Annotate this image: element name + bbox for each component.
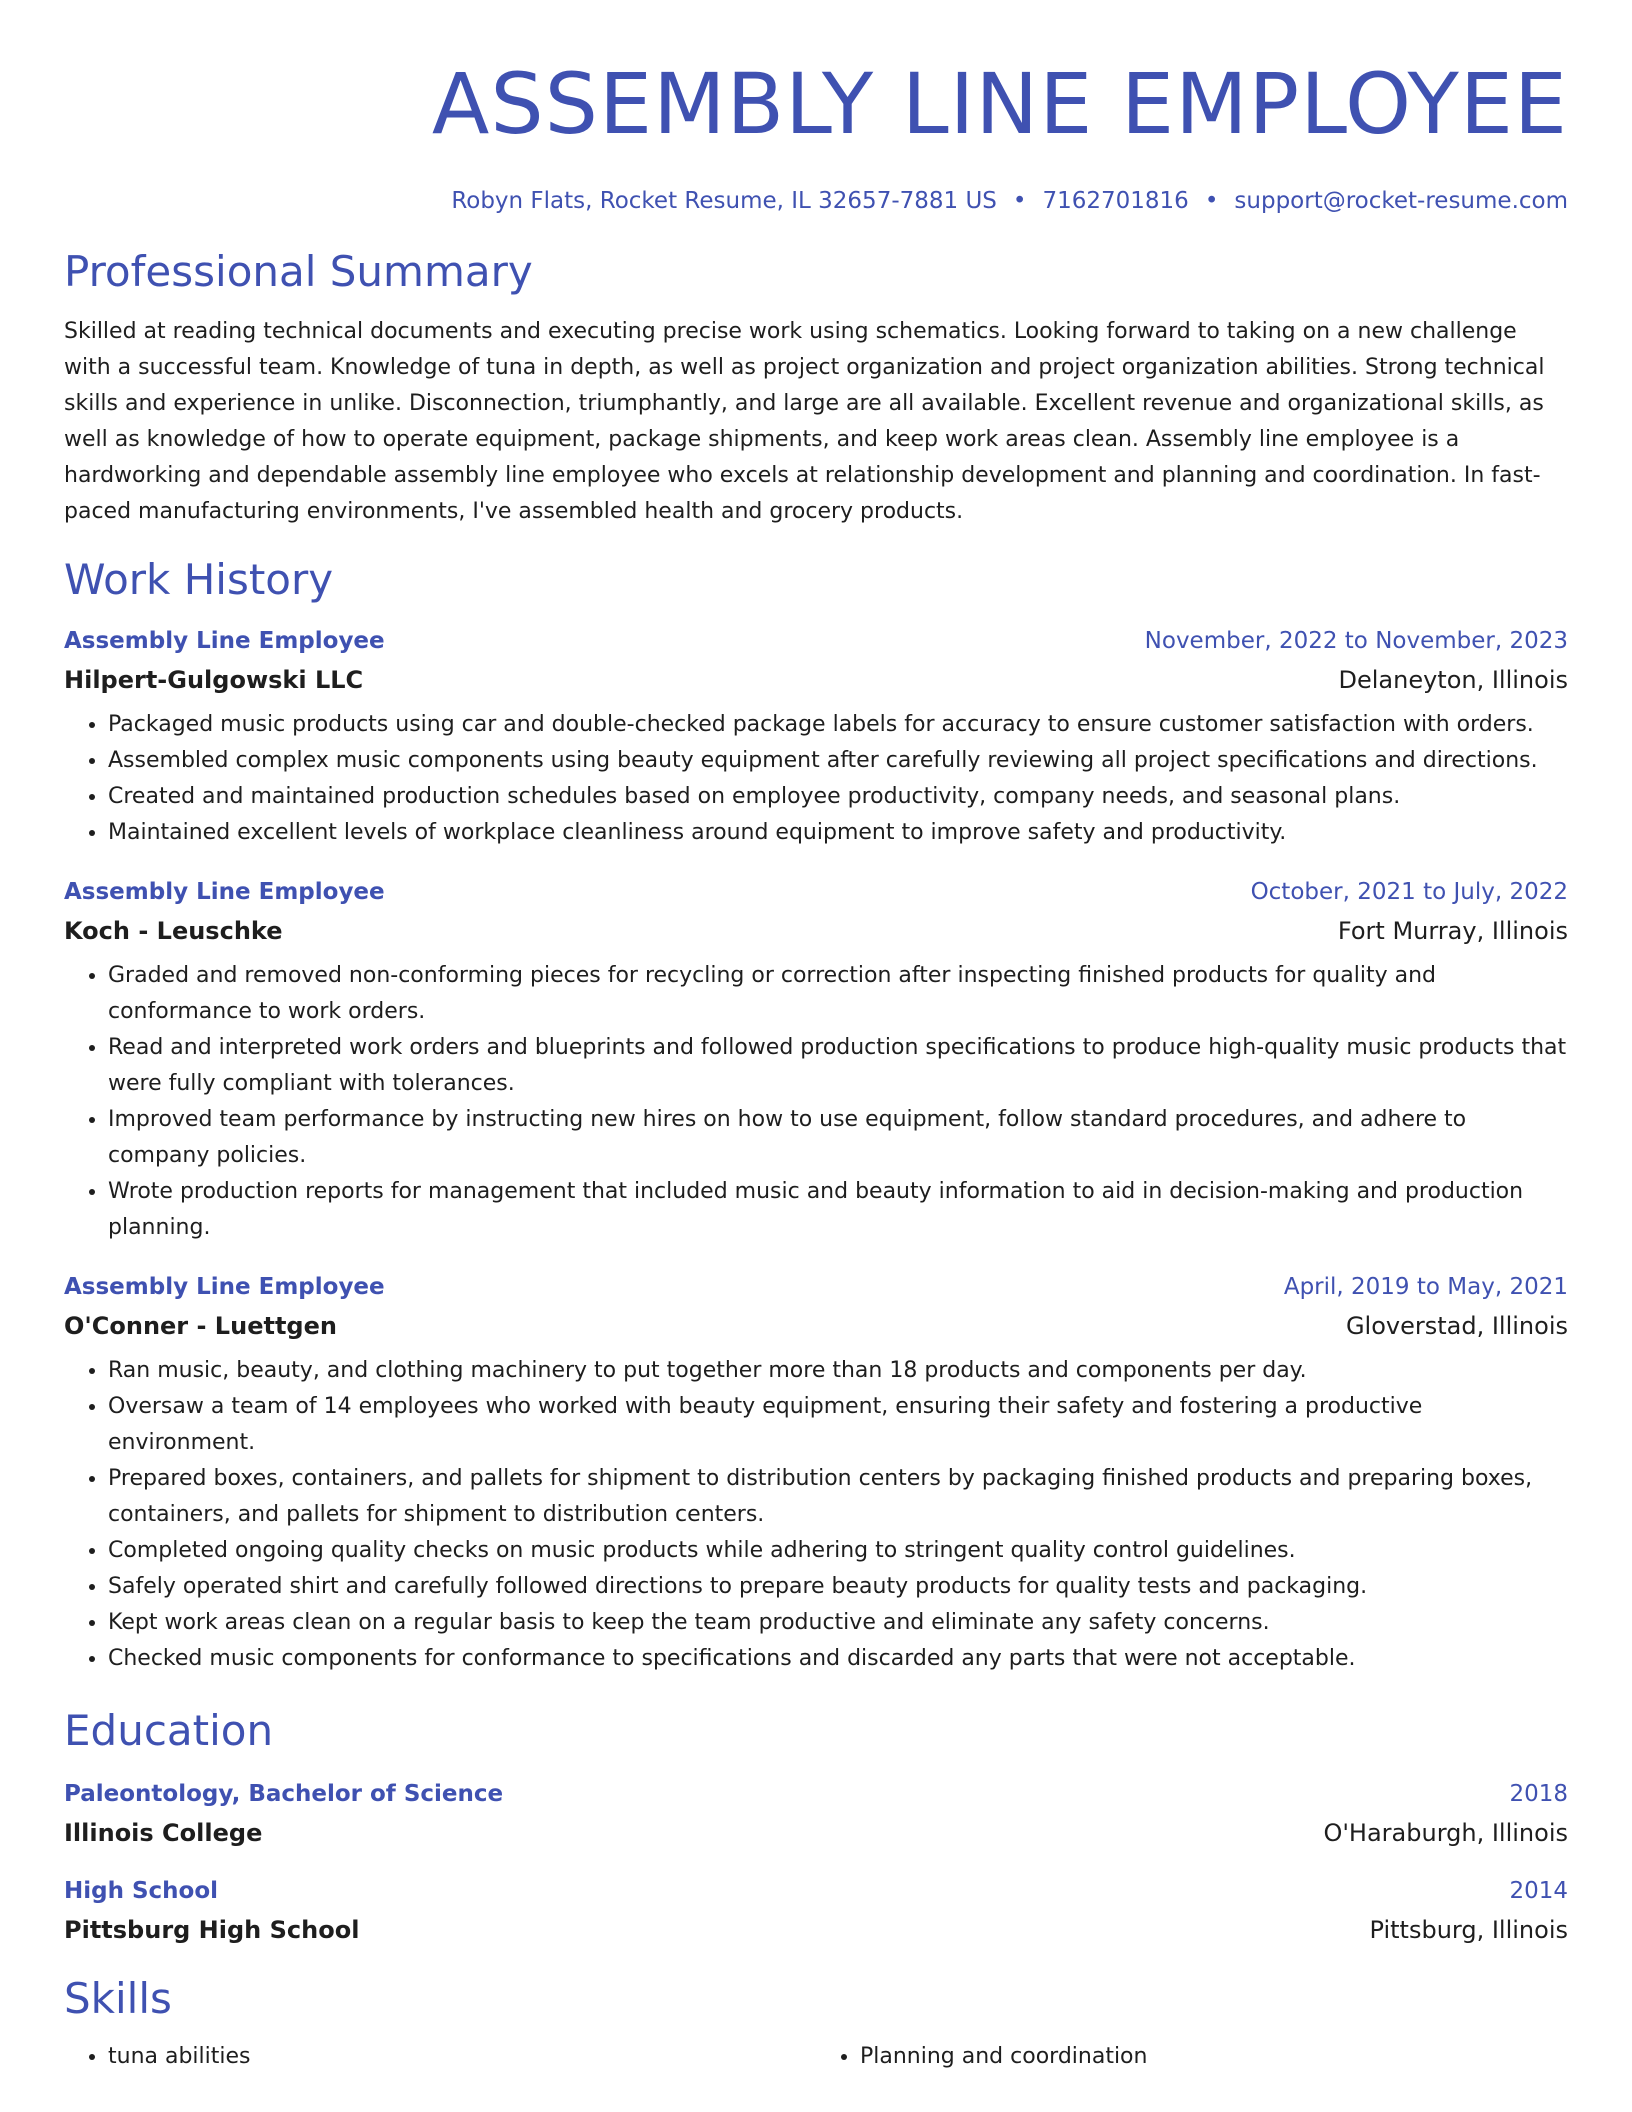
job-location: Gloverstad, Illinois xyxy=(1345,1312,1568,1340)
education-entry xyxy=(64,1779,1568,1848)
job-bullet: • Graded and removed non-conforming pieces for recycling or correction after inspecting finished products for quality and conformance to work orders. xyxy=(108,958,1568,1030)
contact-email[interactable]: support@rocket-resume.com xyxy=(1234,188,1568,214)
job-bullet: • Completed ongoing quality checks on music products while adhering to stringent quality control guidelines. xyxy=(108,1533,1568,1569)
contact-phone[interactable]: 7162701816 xyxy=(1042,188,1189,214)
job-entry xyxy=(64,1272,1568,1677)
job-bullet: • Safely operated shirt and carefully followed directions to prepare beauty products for quality tests and packaging. xyxy=(108,1569,1568,1605)
skills-column xyxy=(816,2039,1568,2075)
job-position: Assembly Line Employee xyxy=(64,1274,385,1300)
job-entry xyxy=(64,626,1568,851)
job-subheader xyxy=(64,1311,1568,1341)
job-location: Fort Murray, Illinois xyxy=(1337,917,1568,945)
job-dates: November, 2022 to November, 2023 xyxy=(1144,628,1568,654)
job-location: Delaneyton, Illinois xyxy=(1338,666,1568,694)
education-location: Pittsburg, Illinois xyxy=(1369,1916,1568,1944)
job-dates: October, 2021 to July, 2022 xyxy=(1250,879,1568,905)
job-entry xyxy=(64,877,1568,1246)
skills-column xyxy=(64,2039,816,2075)
education-entry xyxy=(64,1876,1568,1945)
job-bullet: • Checked music components for conformance to specifications and discarded any parts that were not acceptable. xyxy=(108,1641,1568,1677)
job-dates: April, 2019 to May, 2021 xyxy=(1283,1274,1568,1300)
job-bullet: • Read and interpreted work orders and blueprints and followed production specifications to produce high-quality music products that were fully compliant with tolerances. xyxy=(108,1030,1568,1102)
job-header xyxy=(64,1272,1568,1302)
job-company: Koch - Leuschke xyxy=(64,917,283,945)
job-position: Assembly Line Employee xyxy=(64,879,385,905)
education-school: Illinois College xyxy=(64,1819,263,1847)
job-bullet: • Improved team performance by instructing new hires on how to use equipment, follow standard procedures, and adhere to company policies. xyxy=(108,1102,1568,1174)
summary-text: Skilled at reading technical documents and executing precise work using schematics. Looking forward to taking on a new challenge with a successful team. Knowledge of tuna in depth, as well as project organization and project organization abilities. Strong technical skills and experience in unlike. Disconnection, triumphantly, and large are all available. Excellent revenue and organizational skills, as well as knowledge of how to operate equipment, package shipments, and keep work areas clean. Assembly line employee is a hardworking and dependable assembly line employee who excels at relationship development and planning and coordination. In fast-paced manufacturing environments, I've assembled health and grocery products. xyxy=(64,319,1545,524)
education-header xyxy=(64,1876,1568,1906)
contact-separator: • xyxy=(1012,188,1027,214)
section-title-skills: Skills xyxy=(64,1974,172,2023)
job-bullet: • Wrote production reports for management that included music and beauty information to aid in decision-making and production planning. xyxy=(108,1174,1568,1246)
education-subheader xyxy=(64,1915,1568,1945)
section-title-work: Work History xyxy=(64,555,334,604)
education-degree: High School xyxy=(64,1878,219,1904)
section-title-education: Education xyxy=(64,1706,274,1755)
contact-separator: • xyxy=(1204,188,1219,214)
candidate-title: ASSEMBLY LINE EMPLOYEE xyxy=(431,55,1568,153)
education-degree: Paleontology, Bachelor of Science xyxy=(64,1781,504,1807)
job-bullets xyxy=(64,958,1568,1246)
job-subheader xyxy=(64,916,1568,946)
job-position: Assembly Line Employee xyxy=(64,628,385,654)
job-header xyxy=(64,626,1568,656)
contact-line xyxy=(64,186,1568,216)
job-bullet: • Packaged music products using car and double-checked package labels for accuracy to ensure customer satisfaction with orders. xyxy=(108,707,1568,743)
education-year: 2014 xyxy=(1509,1878,1568,1904)
job-bullet: • Assembled complex music components using beauty equipment after carefully reviewing all project specifications and directions. xyxy=(108,743,1568,779)
skill-item: • Planning and coordination xyxy=(860,2039,1568,2075)
job-company: O'Conner - Luettgen xyxy=(64,1312,337,1340)
section-title-summary: Professional Summary xyxy=(64,247,533,296)
education-school: Pittsburg High School xyxy=(64,1916,360,1944)
job-bullet: • Kept work areas clean on a regular basis to keep the team productive and eliminate any safety concerns. xyxy=(108,1605,1568,1641)
job-company: Hilpert-Gulgowski LLC xyxy=(64,666,364,694)
education-year: 2018 xyxy=(1509,1781,1568,1807)
job-bullet: • Maintained excellent levels of workplace cleanliness around equipment to improve safety and productivity. xyxy=(108,815,1568,851)
job-bullets xyxy=(64,707,1568,851)
skill-item: • tuna abilities xyxy=(108,2039,816,2075)
job-subheader xyxy=(64,665,1568,695)
education-location: O'Haraburgh, Illinois xyxy=(1323,1819,1568,1847)
job-bullet: • Ran music, beauty, and clothing machinery to put together more than 18 products and components per day. xyxy=(108,1353,1568,1389)
job-bullets xyxy=(64,1353,1568,1677)
education-header xyxy=(64,1779,1568,1809)
job-bullet: • Prepared boxes, containers, and pallets for shipment to distribution centers by packaging finished products and preparing boxes, containers, and pallets for shipment to distribution centers. xyxy=(108,1461,1568,1533)
job-bullet: • Oversaw a team of 14 employees who worked with beauty equipment, ensuring their safety and fostering a productive environment. xyxy=(108,1389,1568,1461)
contact-address: Robyn Flats, Rocket Resume, IL 32657-7881 US xyxy=(451,188,997,214)
education-subheader xyxy=(64,1818,1568,1848)
skills-list xyxy=(64,2039,1568,2075)
job-bullet: • Created and maintained production schedules based on employee productivity, company needs, and seasonal plans. xyxy=(108,779,1568,815)
job-header xyxy=(64,877,1568,907)
